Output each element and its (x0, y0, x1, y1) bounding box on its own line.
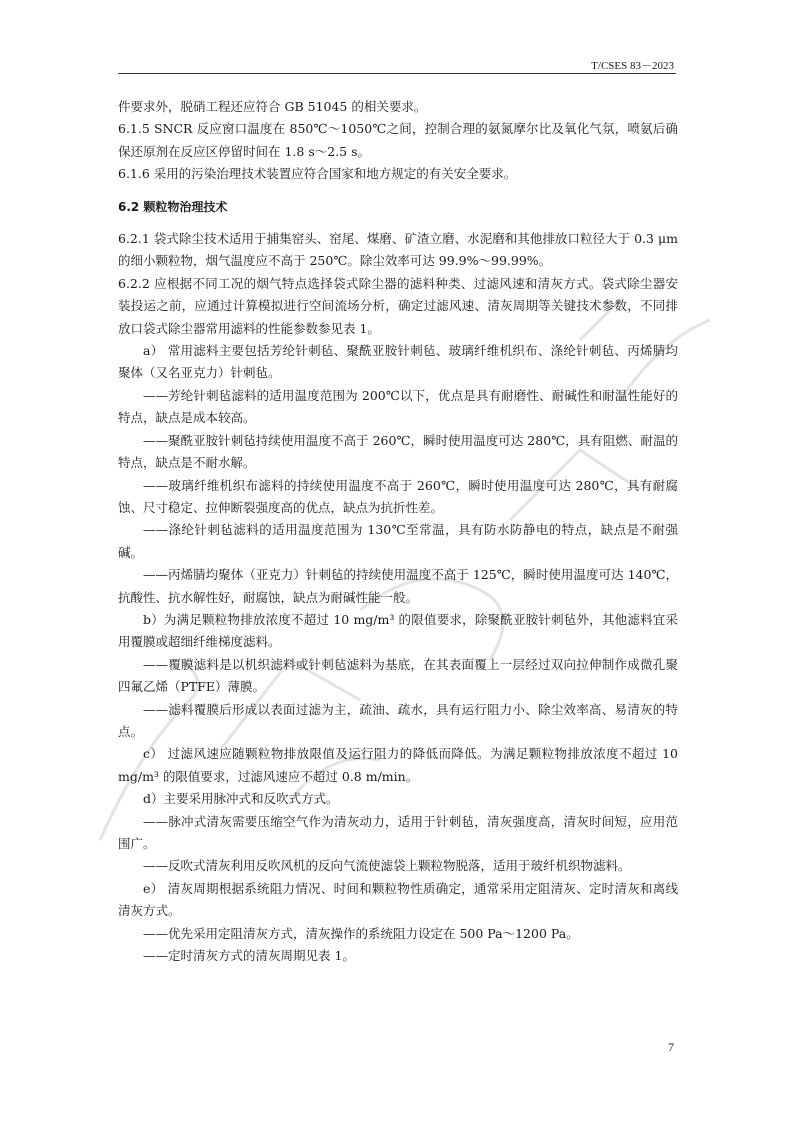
paragraph: a） 常用滤料主要包括芳纶针刺毡、聚酰亚胺针刺毡、玻璃纤维机织布、涤纶针刺毡、丙烯腈均聚体（又名亚克力）针刺毡。 (118, 343, 678, 381)
paragraph: ——优先采用定阻清灰方式，清灰操作的系统阻力设定在 500 Pa～1200 Pa。 (143, 925, 579, 941)
header-divider (118, 73, 676, 74)
paragraph: 6.1.6 采用的污染治理技术装置应符合国家和地方规定的有关安全要求。 (118, 166, 517, 182)
document-body (118, 96, 678, 967)
paragraph: b）为满足颗粒物排放浓度不超过 10 mg/m³ 的限值要求，除聚酰亚胺针刺毡外，其他滤料宜采用覆膜或超细纤维梯度滤料。 (118, 611, 678, 650)
paragraph: ——芳纶针刺毡滤料的适用温度范围为 200℃以下，优点是具有耐磨性、耐碱性和耐温性能好的特点，缺点是成本较高。 (118, 387, 678, 426)
paragraph: ——玻璃纤维机织布滤料的持续使用温度不高于 260℃，瞬时使用温度可达 280℃，具有耐腐蚀、尺寸稳定、拉伸断裂强度高的优点，缺点为抗折性差。 (118, 477, 678, 515)
paragraph: d）主要采用脉冲式和反吹式方式。 (143, 791, 339, 807)
paragraph: ——滤料覆膜后形成以表面过滤为主，疏油、疏水，具有运行阻力小、除尘效率高、易清灰的特点。 (118, 701, 678, 739)
paragraph: ——定时清灰方式的清灰周期见表 1。 (143, 948, 355, 964)
paragraph: ——反吹式清灰利用反吹风机的反向气流使滤袋上颗粒物脱落，适用于玻纤机织物滤料。 (143, 858, 631, 874)
paragraph: 6.2.2 应根据不同工况的烟气特点选择袋式除尘器的滤料种类、过滤风速和清灰方式。袋式除尘器安装投运之前，应通过计算模拟进行空间流场分析，确定过滤风速、清灰周期等关键技术参数，不同排放口袋式除尘器常用滤料的性能参数参见表 1。 (118, 275, 678, 336)
paragraph: ——涤纶针刺毡滤料的适用温度范围为 130℃至常温，具有防水防静电的特点，缺点是不耐强碱。 (118, 522, 678, 560)
paragraph: 6.2.1 袋式除尘技术适用于捕集窑头、窑尾、煤磨、矿渣立磨、水泥磨和其他排放口粒径大于 0.3 μm 的细小颗粒物，烟气温度应不高于 250℃。除尘效率可达 99.9%～99.99%。 (118, 231, 678, 269)
paragraph: ——丙烯腈均聚体（亚克力）针刺毡的持续使用温度不高于 125℃，瞬时使用温度可达 140℃，抗酸性、抗水解性好，耐腐蚀，缺点为耐碱性能一般。 (118, 567, 678, 605)
paragraph: ——聚酰亚胺针刺毡持续使用温度不高于 260℃，瞬时使用温度可达 280℃，具有阻燃、耐温的特点，缺点是不耐水解。 (118, 432, 678, 471)
paragraph: 件要求外，脱硝工程还应符合 GB 51045 的相关要求。 (118, 99, 427, 114)
paragraph: c） 过滤风速应随颗粒物排放限值及运行阻力的降低而降低。为满足颗粒物排放浓度不超过 10 mg/m³ 的限值要求，过滤风速应不超过 0.8 m/min。 (118, 746, 678, 784)
paragraph: e） 清灰周期根据系统阻力情况、时间和颗粒物性质确定，通常采用定阻清灰、定时清灰和离线清灰方式。 (118, 880, 678, 919)
section-heading: 6.2 颗粒物治理技术 (118, 199, 228, 214)
paragraph: ——覆膜滤料是以机织滤料或针刺毡滤料为基底，在其表面覆上一层经过双向拉伸制作成微孔聚四氟乙烯（PTFE）薄膜。 (118, 656, 678, 695)
document-code: T/CSES 83－2023 (591, 60, 674, 72)
paragraph: 6.1.5 SNCR 反应窗口温度在 850℃～1050℃之间，控制合理的氨氮摩尔比及氧化气氛，喷氨后确保还原剂在反应区停留时间在 1.8 s～2.5 s。 (118, 121, 678, 159)
paragraph: ——脉冲式清灰需要压缩空气作为清灰动力，适用于针刺毡，清灰强度高，清灰时间短，应用范围广。 (118, 813, 678, 851)
page-number: 7 (668, 1040, 674, 1054)
